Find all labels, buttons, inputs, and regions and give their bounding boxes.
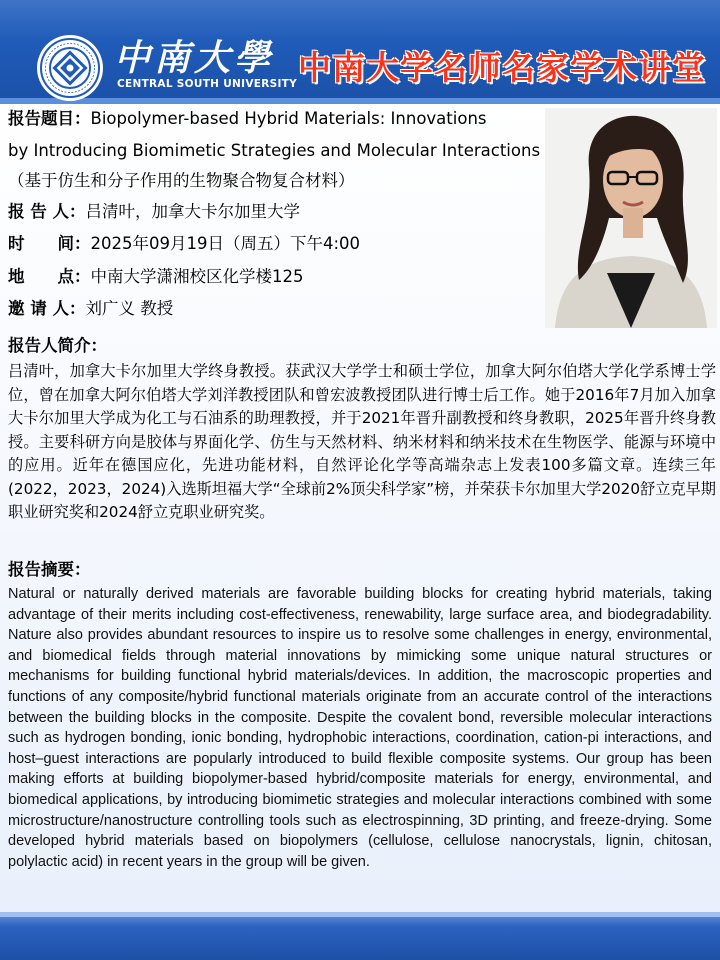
speaker-label: 报 告 人： (8, 202, 86, 221)
talk-title-en-1: Biopolymer-based Hybrid Materials: Innovations (90, 109, 487, 128)
speaker-portrait (545, 108, 717, 328)
time-value: 2025年09月19日（周五）下午4:00 (90, 234, 361, 253)
talk-title-label: 报告题目： (8, 109, 91, 128)
speaker-photo (545, 108, 717, 328)
host-value: 刘广义 教授 (85, 299, 174, 318)
abstract-heading: 报告摘要： (8, 560, 91, 579)
talk-title-cn: （基于仿生和分子作用的生物聚合物复合材料） (8, 171, 355, 190)
host-label: 邀 请 人： (8, 299, 86, 318)
bio-text: 吕清叶，加拿大卡尔加里大学终身教授。获武汉大学学士和硕士学位，加拿大阿尔伯塔大学化学系博士学位，曾在加拿大阿尔伯塔大学刘洋教授团队和曾宏波教授团队进行博士后工作。她于2016年7月加入加拿大卡尔加里大学成为化工与石油系的助理教授，并于2021年晋升副教授和终身教职，2025年晋升终身教授。主要科研方向是胶体与界面化学、仿生与天然材料、纳米材料和纳米技术在生物医学、能源与环境中的应用。近年在德国应化，先进功能材料，自然评论化学等高端杂志上发表100多篇文章。连续三年(2022，2023，2024)入选斯坦福大学“全球前2%顶尖科学家”榜，并荣获卡尔加里大学2020舒立克早期职业研究奖和2024舒立克职业研究奖。 (8, 362, 716, 521)
speaker-row (8, 201, 300, 223)
abstract-text: Natural or naturally derived materials are favorable building blocks for creating hybrid materials, taking advantage of their merits including cost-effectiveness, renewability, large surface area, and biodegradability. Nature also provides abundant resources to inspire us to resolve some challenges in energy, environmental, and biomedical fields through material innovations by mimicking some unique natural structures or mechanisms for building functional hybrid materials/devices. In addition, the macroscopic properties and functions of any composite/hybrid functional materials originate from an accurate control of the interactions between the building blocks in the composite. Despite the covalent bond, reversible molecular interactions such as hydrogen bonding, ionic bonding, hydrophobic interactions, coordination, cation-pi interactions, and host–guest interactions are popularly introduced to build flexible composite systems. Our group has been making efforts at building biopolymer-based hybrid/composite materials for energy, environmental, and biomedical applications, by introducing biomimetic strategies and molecular interactions combined with some microstructure/nanostructure controlling tools such as electrospinning, 3D printing, and freeze-drying. Some developed hybrid materials based on biopolymers (cellulose, cellulose nanocrystals, lignin, chitosan, polylactic acid) in recent years in the group will be given. (8, 586, 712, 870)
footer-banner (0, 912, 720, 960)
time-row (8, 233, 360, 255)
university-seal-icon (36, 34, 104, 102)
footer-stripe (0, 912, 720, 917)
place-value: 中南大学潇湘校区化学楼125 (90, 267, 304, 286)
university-name-en: CENTRAL SOUTH UNIVERSITY (117, 78, 298, 90)
lecture-series-title: 中南大学名师名家学术讲堂 (298, 48, 706, 87)
talk-title-en-2: by Introducing Biomimetic Strategies and Molecular Interactions (8, 141, 541, 160)
speaker-value: 吕清叶，加拿大卡尔加里大学 (85, 202, 300, 221)
time-label: 时 间： (8, 234, 91, 253)
talk-title-line1 (8, 108, 487, 130)
university-name-cn: 中南大學 (114, 37, 275, 79)
place-label: 地 点： (8, 267, 91, 286)
bio-heading: 报告人简介： (8, 336, 107, 355)
host-row (8, 298, 173, 320)
header-banner (0, 0, 720, 104)
place-row (8, 266, 304, 288)
